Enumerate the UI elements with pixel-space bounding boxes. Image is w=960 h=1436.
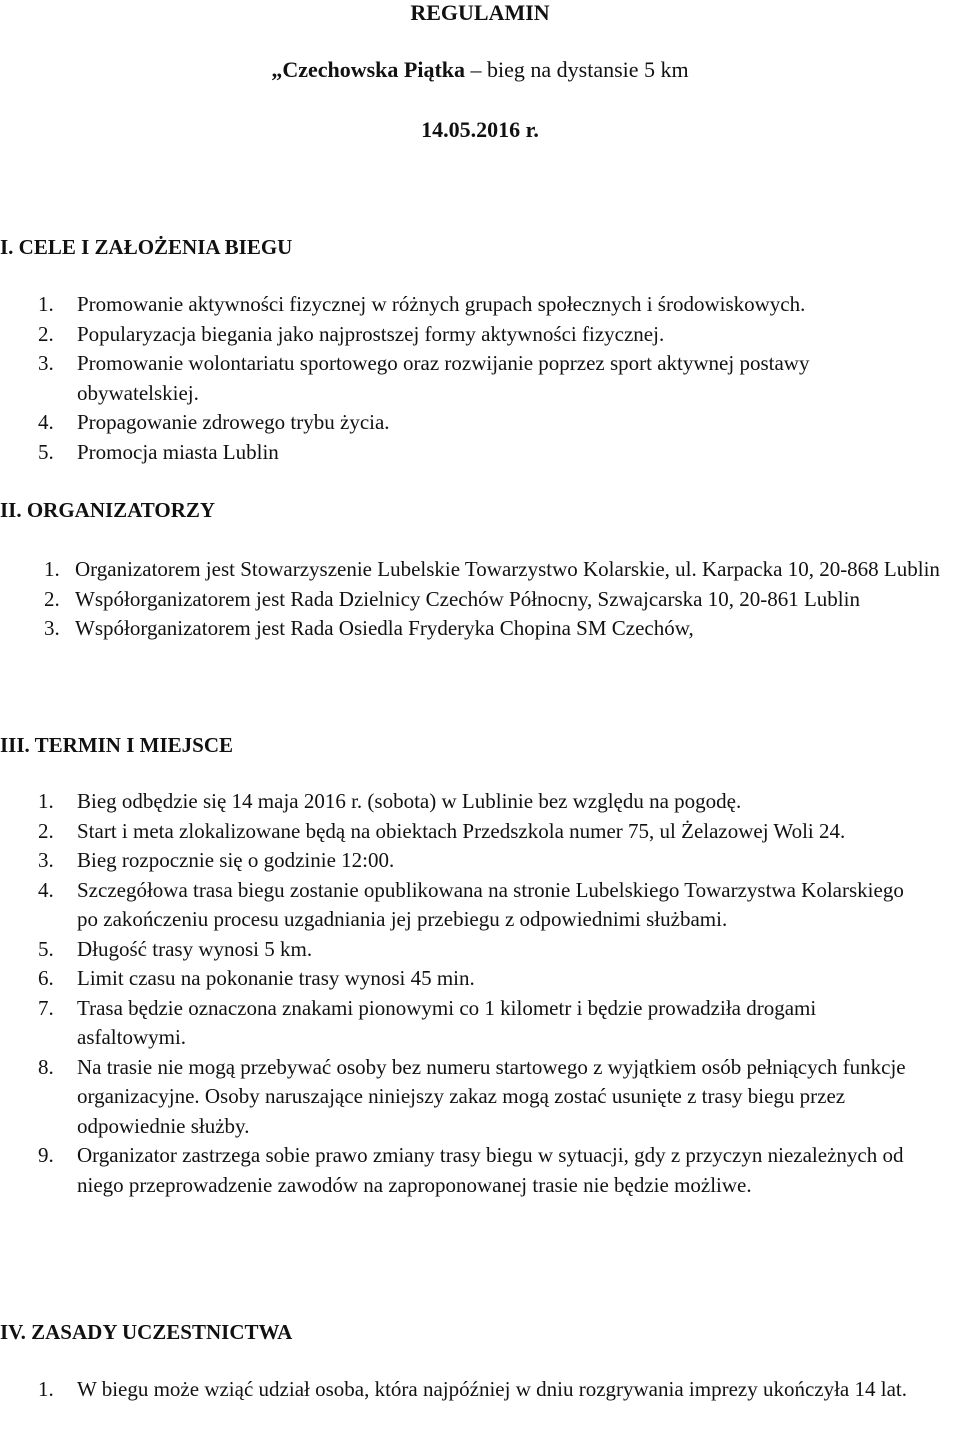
item-text: Bieg odbędzie się 14 maja 2016 r. (sobota) w Lublinie bez względu na pogodę.: [77, 789, 742, 813]
list-item: [0, 290, 960, 320]
list-item: [0, 787, 960, 817]
list-item: [0, 964, 960, 994]
list-item: [0, 585, 960, 615]
list-item: [0, 876, 927, 935]
item-text: Bieg rozpocznie się o godzinie 12:00.: [77, 848, 395, 872]
item-text: Limit czasu na pokonanie trasy wynosi 45 min.: [77, 966, 475, 990]
document-title: REGULAMIN: [410, 0, 550, 25]
item-number: 6.: [38, 966, 54, 990]
document-subtitle: [0, 56, 960, 84]
item-number: 3.: [38, 351, 54, 375]
list-item: [0, 1375, 917, 1405]
event-date: 14.05.2016 r.: [421, 117, 539, 142]
item-number: 1.: [38, 789, 54, 813]
item-number: 8.: [38, 1054, 54, 1079]
item-text: Trasa będzie oznaczona znakami pionowymi co 1 kilometr i będzie prowadziła drogami asfaltowymi.: [77, 995, 817, 1049]
list-item: [0, 320, 960, 350]
item-number: 4.: [38, 410, 54, 434]
item-text: Współorganizatorem jest Rada Dzielnicy Czechów Północny, Szwajcarska 10, 20-861 Lublin: [75, 586, 860, 611]
item-text: Organizatorem jest Stowarzyszenie Lubelskie Towarzystwo Kolarskie, ul. Karpacka 10, 20-868 Lublin: [75, 557, 940, 581]
section-list-cele: [0, 290, 960, 467]
item-number: 4.: [38, 877, 54, 902]
item-number: 2.: [44, 586, 60, 611]
item-text: Długość trasy wynosi 5 km.: [77, 936, 313, 961]
item-number: 1.: [44, 557, 60, 581]
item-number: 3.: [38, 848, 54, 872]
section-heading-termin: III. TERMIN I MIEJSCE: [0, 733, 233, 757]
list-item: [0, 935, 960, 965]
item-number: 9.: [38, 1143, 54, 1167]
list-item: [0, 846, 960, 876]
item-text: W biegu może wziąć udział osoba, która najpóźniej w dniu rozgrywania imprezy ukończyła 14 lat.: [77, 1377, 907, 1401]
item-text: Start i meta zlokalizowane będą na obiektach Przedszkola numer 75, ul Żelazowej Woli 24.: [77, 818, 846, 843]
item-number: 2.: [38, 818, 54, 843]
item-number: 2.: [38, 321, 54, 346]
item-text: Propagowanie zdrowego trybu życia.: [77, 410, 390, 434]
event-description: – bieg na dystansie 5 km: [465, 57, 689, 82]
list-item: [0, 349, 885, 408]
item-text: Organizator zastrzega sobie prawo zmiany trasy biegu w sytuacji, gdy z przyczyn niezależnych od niego przeprowadzenie zawodów na zaproponowanej trasie nie będzie możliwe.: [77, 1143, 904, 1197]
item-text: Popularyzacja biegania jako najprostszej formy aktywności fizycznej.: [77, 321, 665, 346]
item-number: 5.: [38, 936, 54, 961]
event-name: „Czechowska Piątka: [271, 57, 466, 82]
list-item: [0, 1053, 907, 1142]
list-item: [0, 555, 960, 585]
list-item: [0, 1141, 917, 1200]
section-heading-organizatorzy: II. ORGANIZATORZY: [0, 498, 216, 522]
item-text: Promocja miasta Lublin: [77, 439, 279, 464]
list-item: [0, 614, 960, 644]
section-heading-zasady: IV. ZASADY UCZESTNICTWA: [0, 1320, 293, 1344]
item-text: Na trasie nie mogą przebywać osoby bez numeru startowego z wyjątkiem osób pełniących funkcje organizacyjne. Osoby naruszające niniejszy zakaz mogą zostać usunięte z trasy biegu przez odpowiednie służby.: [77, 1054, 906, 1138]
item-number: 7.: [38, 995, 54, 1020]
section-heading-cele: I. CELE I ZAŁOŻENIA BIEGU: [0, 235, 293, 259]
section-list-zasady: [0, 1375, 917, 1405]
list-item: [0, 994, 897, 1053]
item-number: 3.: [44, 616, 60, 640]
item-number: 5.: [38, 439, 54, 464]
section-list-organizatorzy: [0, 555, 960, 644]
item-text: Promowanie wolontariatu sportowego oraz rozwijanie poprzez sport aktywnej postawy obywatelskiej.: [77, 351, 810, 405]
list-item: [0, 438, 960, 468]
item-text: Promowanie aktywności fizycznej w różnych grupach społecznych i środowiskowych.: [77, 292, 806, 316]
item-number: 1.: [38, 1377, 54, 1401]
item-text: Współorganizatorem jest Rada Osiedla Fryderyka Chopina SM Czechów,: [75, 616, 694, 640]
item-number: 1.: [38, 292, 54, 316]
item-text: Szczegółowa trasa biegu zostanie opublikowana na stronie Lubelskiego Towarzystwa Kolarskiego po zakończeniu procesu uzgadniania jej przebiegu z odpowiednimi służbami.: [77, 877, 904, 931]
list-item: [0, 408, 960, 438]
list-item: [0, 817, 937, 847]
section-list-termin: [0, 787, 960, 1200]
